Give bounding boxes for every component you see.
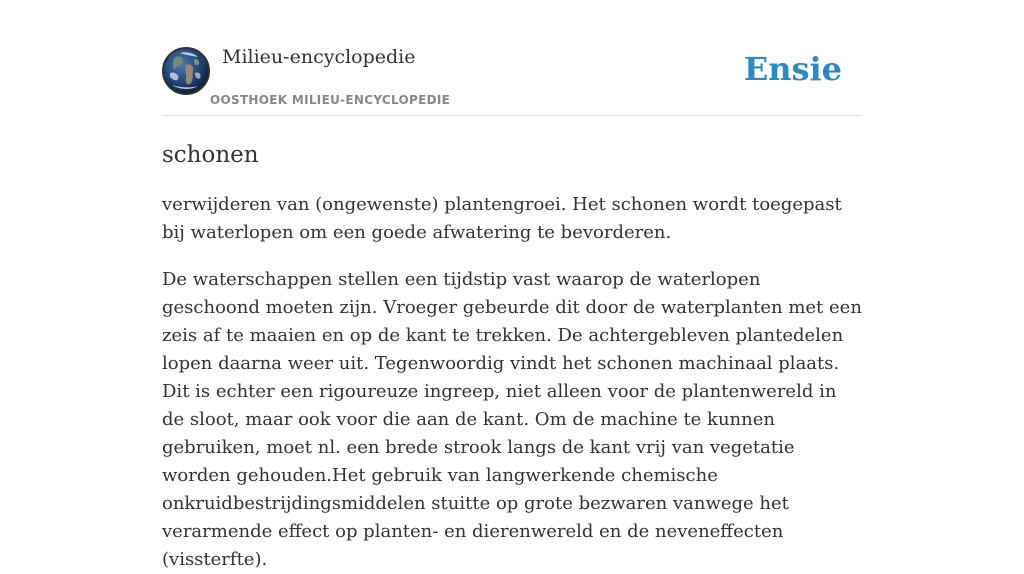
article-paragraph: verwijderen van (ongewenste) plantengroei. Het schonen wordt toegepast bij waterlopen om een goede afwatering te bevorderen. <box>162 194 842 243</box>
site-subtitle: OOSTHOEK MILIEU-ENCYCLOPEDIE <box>210 93 451 107</box>
brand-logo-link[interactable]: Ensie <box>743 50 842 88</box>
article-body <box>162 191 862 574</box>
page-container <box>162 0 862 574</box>
article-title: schonen <box>162 142 259 168</box>
site-header <box>162 0 862 116</box>
article-paragraph: De waterschappen stellen een tijdstip vast waarop de waterlopen geschoond moeten zijn. Vroeger gebeurde dit door de waterplanten met een zeis af te maaien en op de kant te trekken. De achtergebleven plantedelen lopen daarna weer uit. Tegenwoordig vindt het schonen machinaal plaats. Dit is echter een rigoureuze ingreep, niet alleen voor de plantenwereld in de sloot, maar ook voor die aan de kant. Om de machine te kunnen gebruiken, moet nl. een brede strook langs de kant vrij van vegetatie worden gehouden.Het gebruik van langwerkende chemische onkruidbestrijdingsmiddelen stuitte op grote bezwaren vanwege het verarmende effect op planten- en dierenwereld en de neveneffecten (vissterfte). <box>162 269 862 570</box>
earth-globe-icon[interactable] <box>162 47 210 95</box>
site-name[interactable]: Milieu-encyclopedie <box>222 46 416 68</box>
